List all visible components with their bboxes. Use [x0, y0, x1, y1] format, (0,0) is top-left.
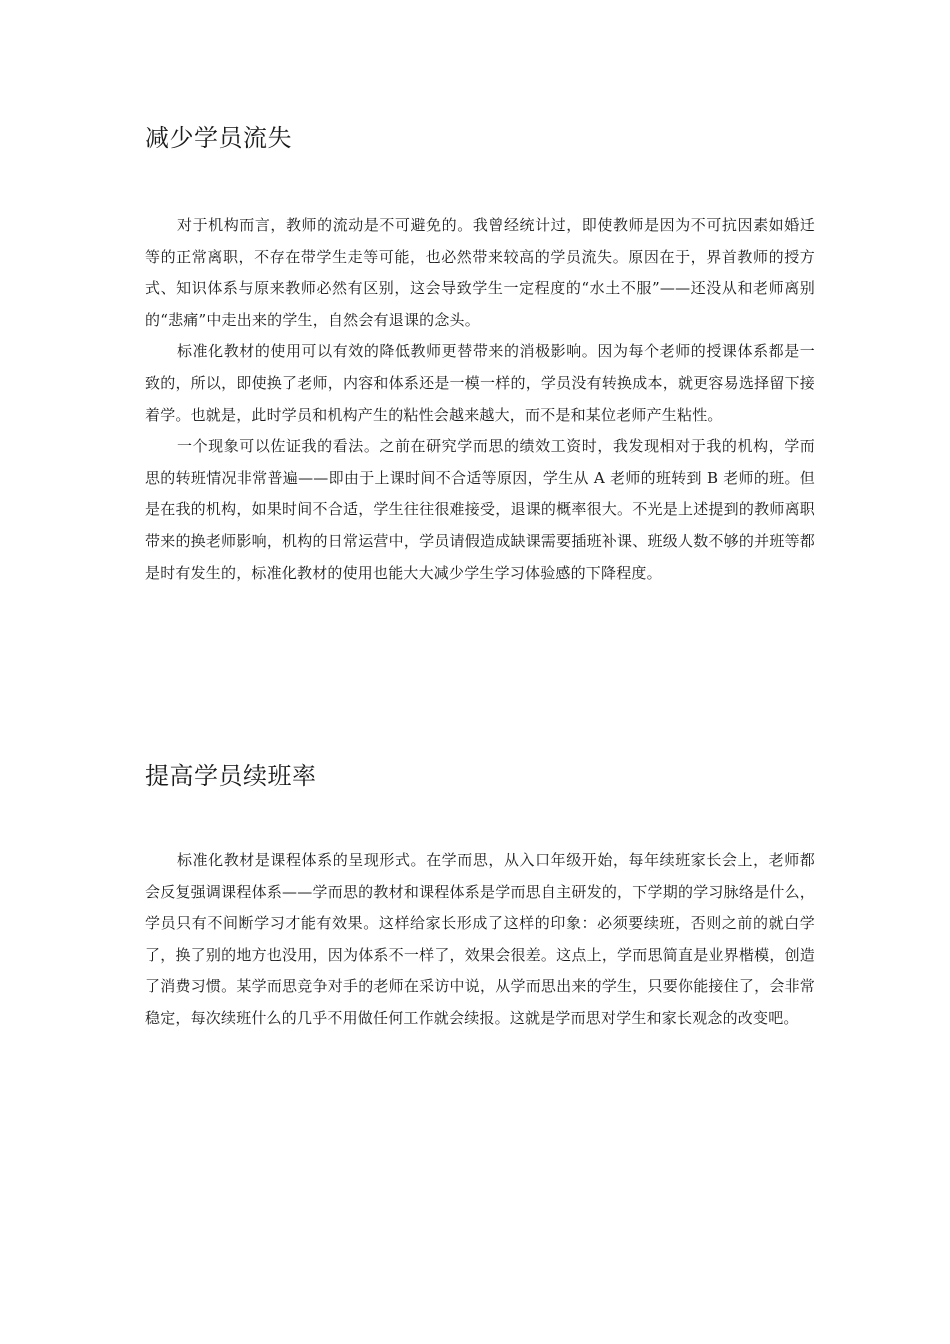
section-heading: 减少学员流失 [145, 124, 292, 152]
paragraph: 一个现象可以佐证我的看法。之前在研究学而思的绩效工资时，我发现相对于我的机构，学而思的转班情况非常普遍——即由于上课时间不合适等原因，学生从 A 老师的班转到 B 老师的班。但是在我的机构，如果时间不合适，学生往往很难接受，退课的概率很大。不光是上述提到的教师离职带来的换老师影响，机构的日常运营中，学员请假造成缺课需要插班补课、班级人数不够的并班等都是时有发生的，标准化教材的使用也能大大减少学生学习体验感的下降程度。 [145, 437, 815, 582]
paragraph: 标准化教材的使用可以有效的降低教师更替带来的消极影响。因为每个老师的授课体系都是一致的，所以，即使换了老师，内容和体系还是一模一样的，学员没有转换成本，就更容易选择留下接着学。也就是，此时学员和机构产生的粘性会越来越大，而不是和某位老师产生粘性。 [145, 342, 815, 424]
paragraph: 对于机构而言，教师的流动是不可避免的。我曾经统计过，即使教师是因为不可抗因素如婚迁等的正常离职，不存在带学生走等可能，也必然带来较高的学员流失。原因在于，界首教师的授方式、知识体系与原来教师必然有区别，这会导致学生一定程度的“水土不服”——还没从和老师离别的“悲痛”中走出来的学生，自然会有退课的念头。 [145, 216, 815, 329]
section-improve-renewal-rate [145, 756, 815, 1035]
paragraph: 标准化教材是课程体系的呈现形式。在学而思，从入口年级开始，每年续班家长会上，老师都会反复强调课程体系——学而思的教材和课程体系是学而思自主研发的，下学期的学习脉络是什么，学员只有不间断学习才能有效果。这样给家长形成了这样的印象：必须要续班，否则之前的就白学了，换了别的地方也没用，因为体系不一样了，效果会很差。这点上，学而思简直是业界楷模，创造了消费习惯。某学而思竞争对手的老师在采访中说，从学而思出来的学生，只要你能接住了，会非常稳定，每次续班什么的几乎不用做任何工作就会续报。这就是学而思对学生和家长观念的改变吧。 [145, 851, 815, 1027]
section-reduce-student-loss [145, 118, 815, 589]
section-heading: 提高学员续班率 [145, 762, 317, 790]
